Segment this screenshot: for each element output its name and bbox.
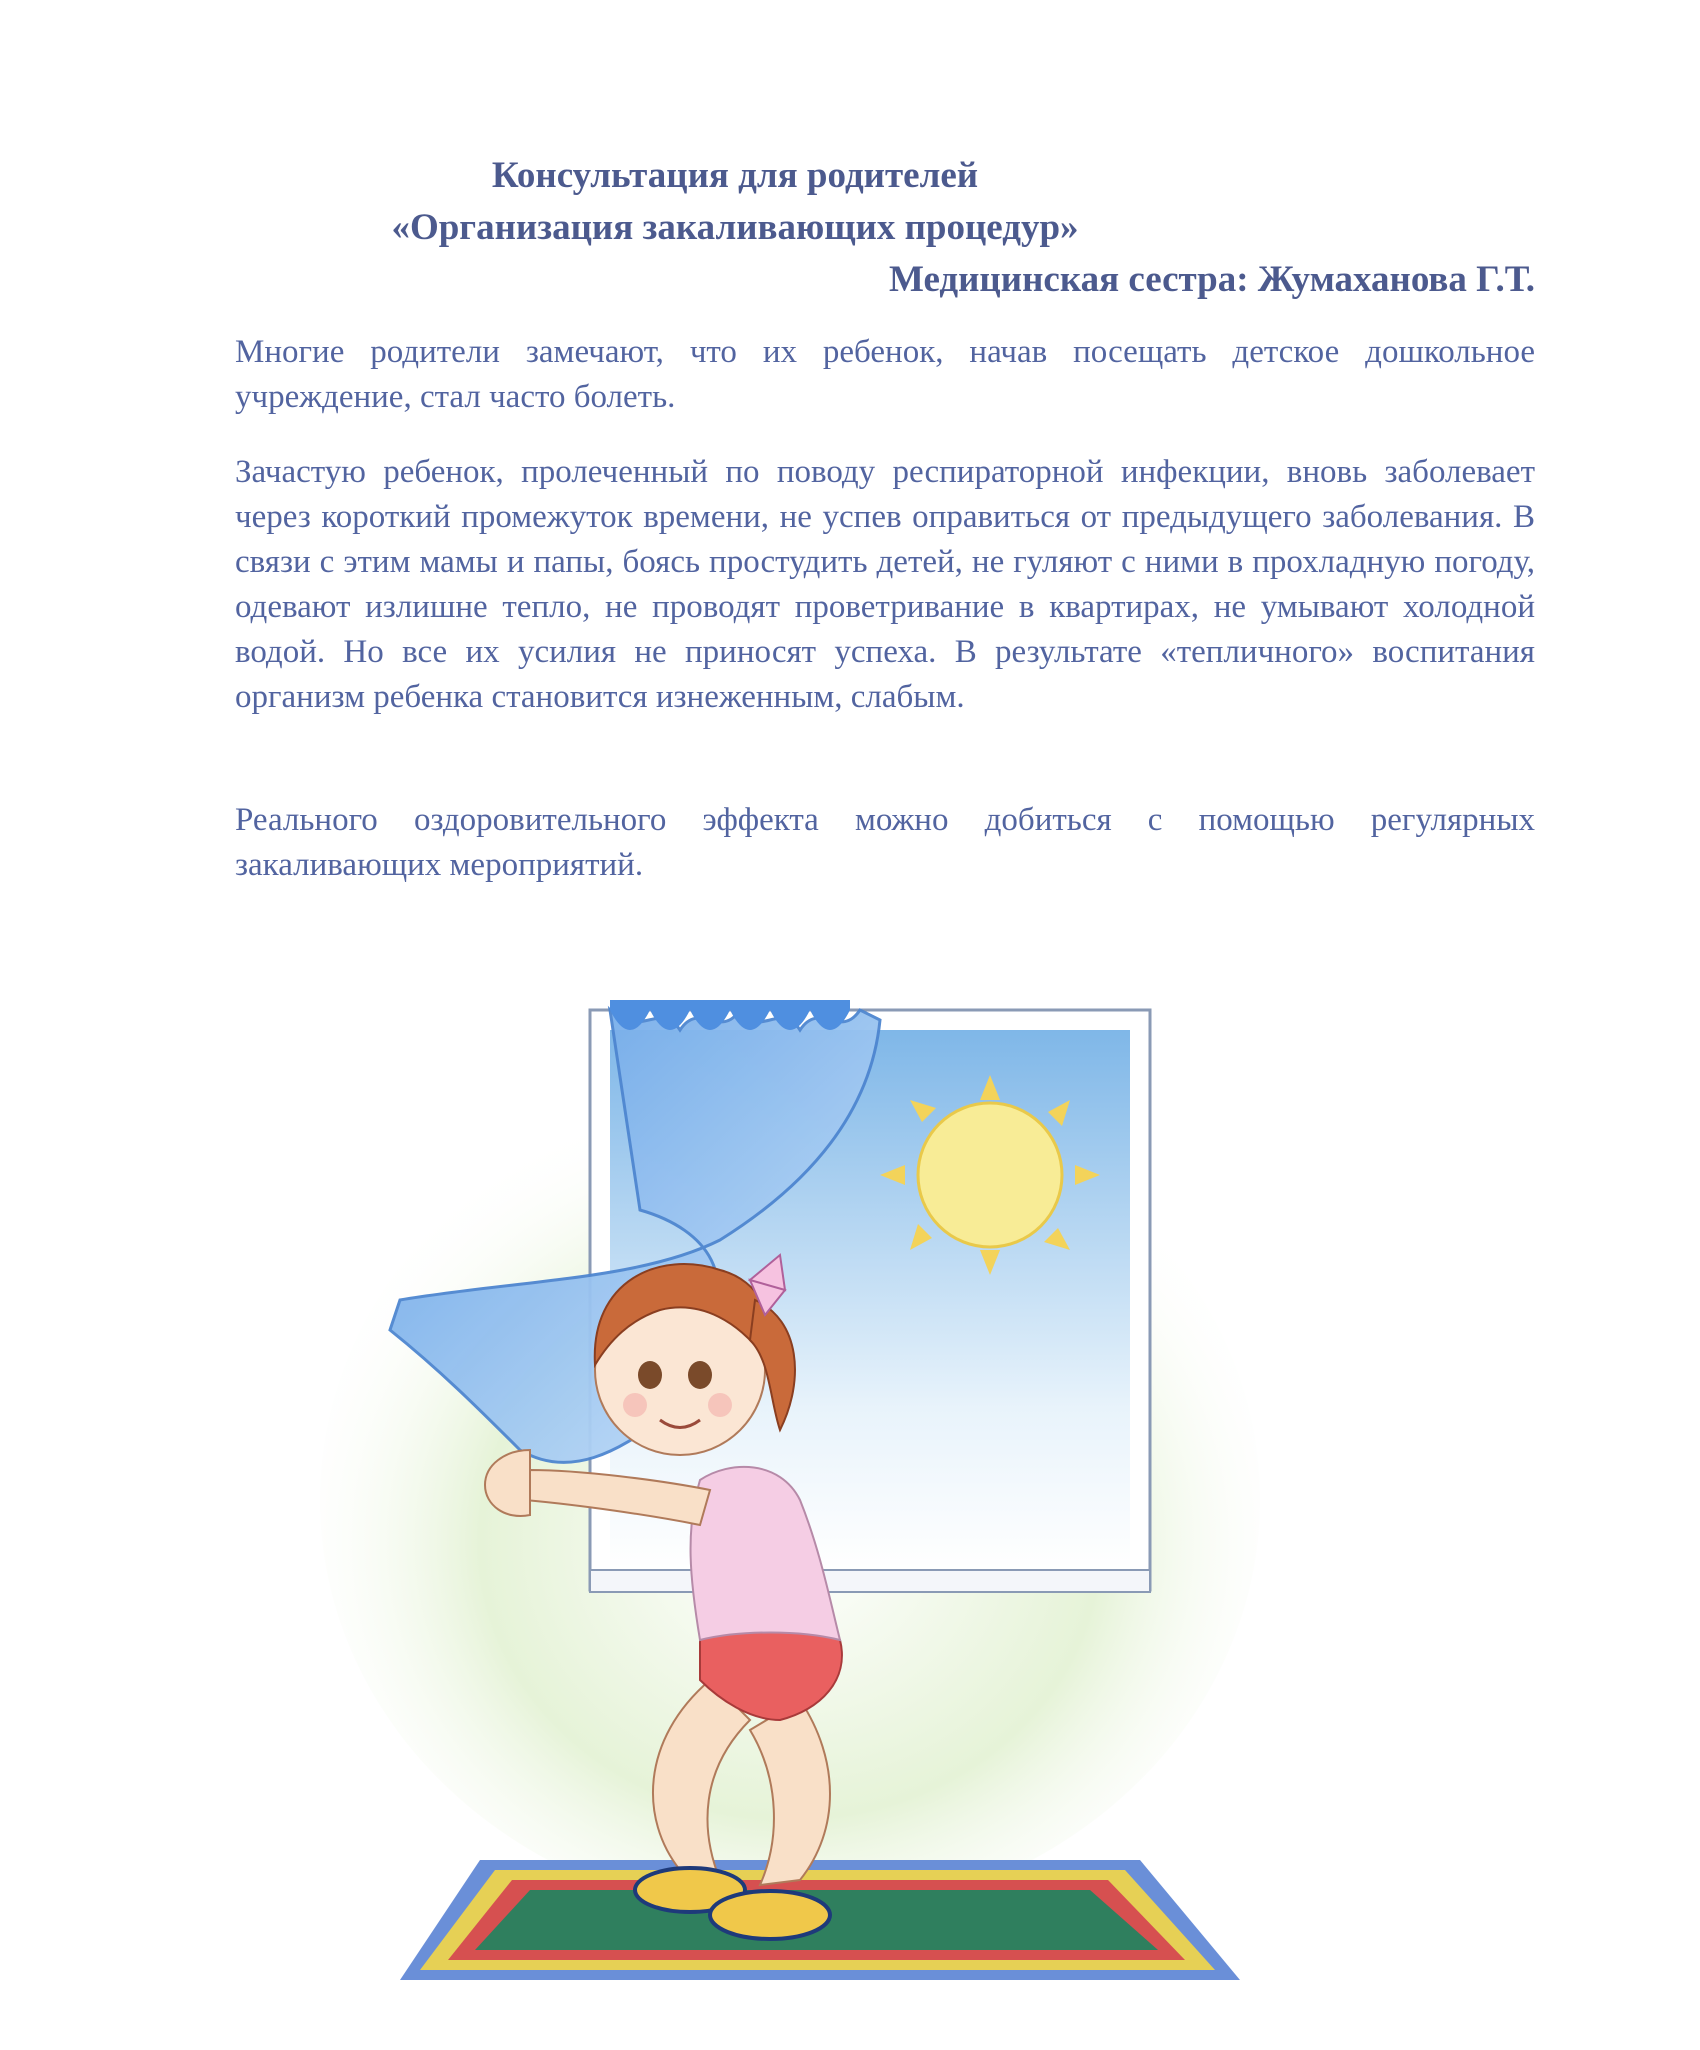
author-line: Медицинская сестра: Жумаханова Г.Т. (889, 259, 1535, 300)
paragraph-2: Зачастую ребенок, пролеченный по поводу респираторной инфекции, вновь заболевает через короткий промежуток времени, не успев оправиться от предыдущего заболевания. В связи с этим мамы и папы, боясь простудить детей, не гуляют с ними в прохладную погоду, одевают излишне тепло, не проводят проветривание в квартирах, не умывают холодной водой. Но все их усилия не приносят успеха. В результате «тепличного» воспитания организм ребенка становится изнеженным, слабым. (235, 454, 1535, 715)
window-sill (590, 1570, 1150, 1592)
girl-exercising-illustration (280, 980, 1330, 1980)
paragraph-3: Реального оздоровительного эффекта можно добиться с помощью регулярных закаливающих мероприятий. (235, 802, 1535, 883)
paragraph-1: Многие родители замечают, что их ребенок, начав посещать детское дошкольное учреждение, стал часто болеть. (235, 334, 1535, 415)
document-title-line-1: Консультация для родителей (491, 155, 979, 196)
document-title-line-2: «Организация закаливающих процедур» (391, 207, 1079, 248)
title-block (235, 150, 1535, 306)
